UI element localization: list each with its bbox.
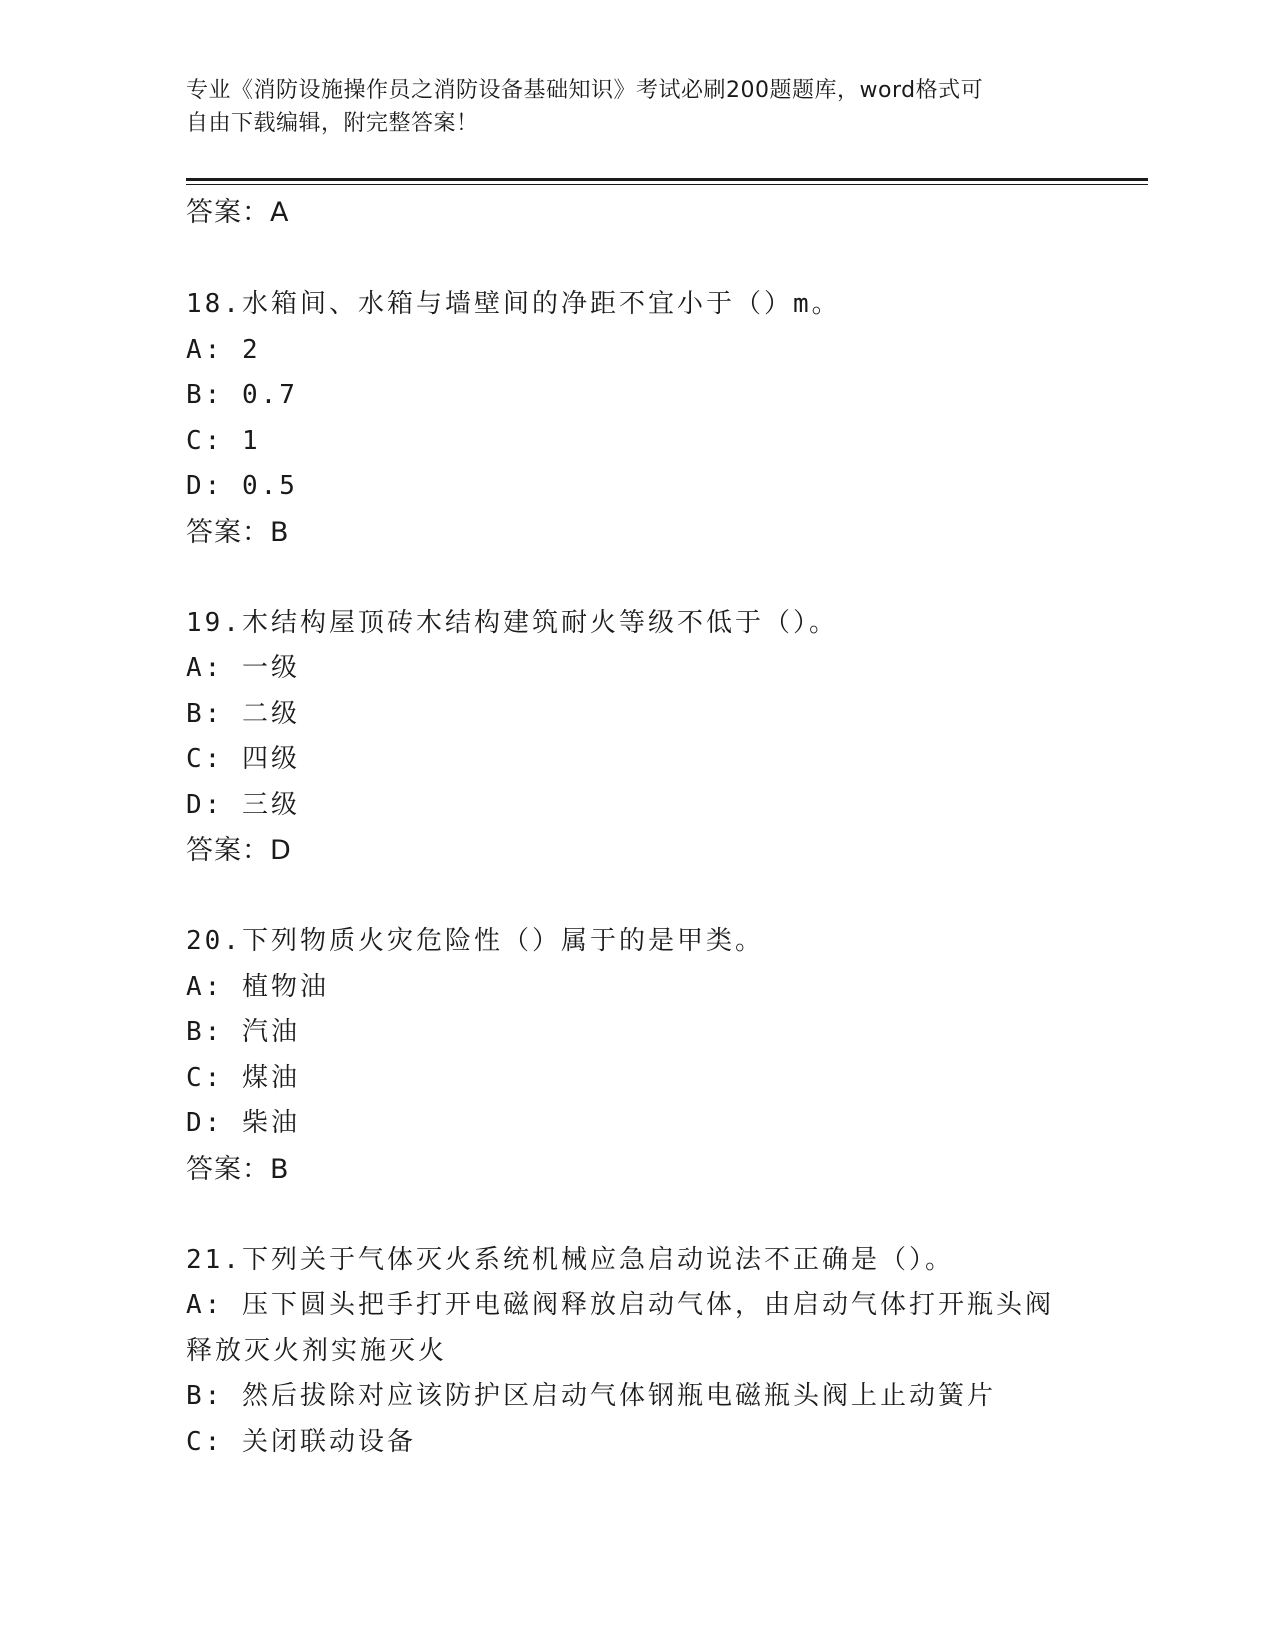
question-item-19 (186, 601, 1086, 874)
question-stem: 19.木结构屋顶砖木结构建筑耐火等级不低于（）。 (186, 607, 838, 638)
option-c: C: 煤油 (186, 1062, 300, 1093)
question-stem: 18.水箱间、水箱与墙壁间的净距不宜小于（）m。 (186, 289, 841, 319)
header-divider-thick (186, 178, 1148, 181)
option-a: A: 一级 (186, 653, 300, 683)
document-header (186, 74, 1086, 140)
question-item-20 (186, 919, 1086, 1192)
answer-line: 答案：B (186, 516, 290, 548)
question-stem: 21.下列关于气体灭火系统机械应急启动说法不正确是（）。 (186, 1244, 954, 1275)
option-c: C: 1 (186, 425, 261, 456)
option-d: D: 柴油 (186, 1108, 300, 1138)
option-c: C: 四级 (186, 744, 300, 774)
answer-line: 答案：D (186, 835, 292, 866)
option-b: B: 0.7 (186, 380, 298, 410)
option-b: B: 然后拔除对应该防护区启动气体钢瓶电磁瓶头阀上止动簧片 (186, 1381, 996, 1411)
option-b: B: 汽油 (186, 1017, 300, 1047)
question-item-21 (186, 1238, 1086, 1466)
question-item-18 (186, 282, 1086, 555)
question-stem: 20.下列物质火灾危险性（）属于的是甲类。 (186, 926, 764, 956)
answer-line: 答案：A (186, 197, 290, 228)
answer-line: 答案：B (186, 1153, 290, 1185)
option-a: A: 2 (186, 334, 261, 365)
option-d: D: 0.5 (186, 471, 298, 501)
header-divider-thin (186, 184, 1148, 185)
option-c: C: 关闭联动设备 (186, 1426, 416, 1457)
header-line-2: 自由下载编辑，附完整答案！ (186, 111, 479, 136)
option-d: D: 三级 (186, 789, 300, 820)
option-b: B: 二级 (186, 698, 300, 729)
question-list (186, 190, 1086, 1511)
header-line-1: 专业《消防设施操作员之消防设备基础知识》考试必刷200题题库，word格式可 (186, 78, 984, 103)
option-a: A: 压下圆头把手打开电磁阀释放启动气体，由启动气体打开瓶头阀释放灭火剂实施灭火 (186, 1290, 1054, 1366)
option-a: A: 植物油 (186, 971, 329, 1002)
